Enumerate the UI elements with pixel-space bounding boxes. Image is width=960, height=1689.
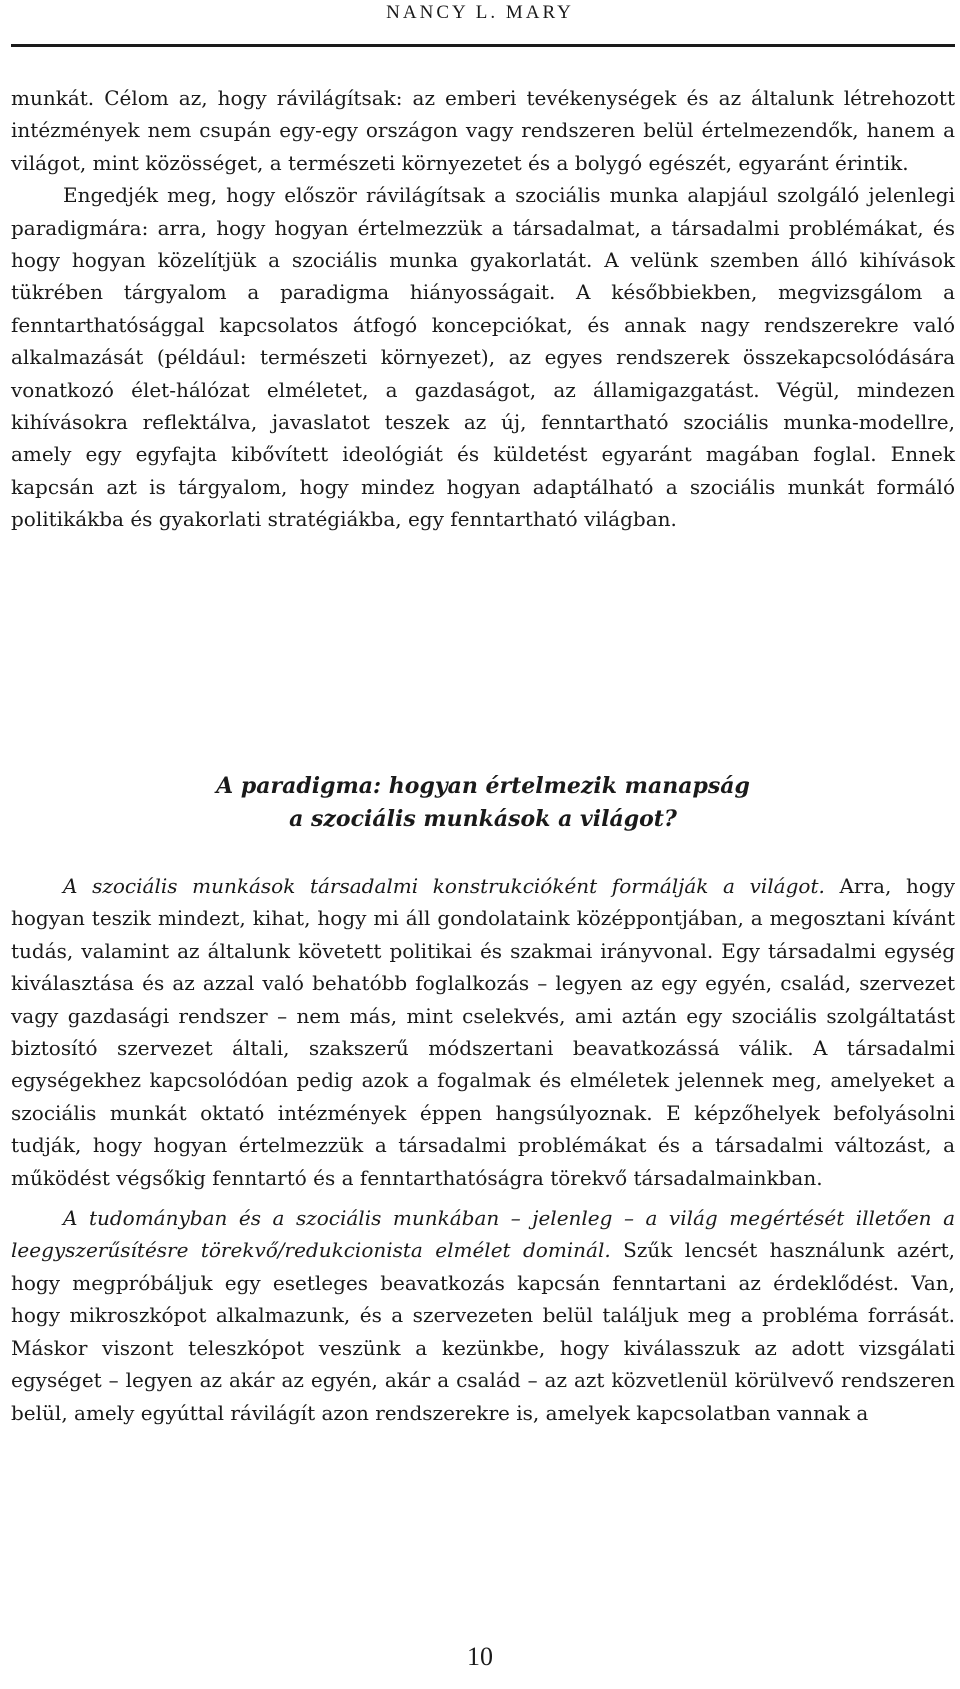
running-head: NANCY L. MARY <box>386 2 574 23</box>
paragraph-social-construction-body: Arra, hogy hogyan teszik mindezt, kihat, hogy mi áll gondolataink középpontjában, a megosztani kívánt tudás, valamint az általunk követett politikai és szakmai irányvonal. Egy társadalmi egység kiválasztása és az azzal való behatóbb foglalkozás – legyen az egy egyén, család, szervezet vagy gazdasági rendszer – nem más, mint cselekvés, ami aztán egy szociális szolgáltatást biztosító szervezet általi, szakszerű módszertani beavatkozássá válik. A társadalmi egységekhez kapcsolódóan pedig azok a fogalmak és elméletek jelennek meg, amelyeket a szociális munkát oktató intézmények éppen hangsúlyoznak. E képzőhelyek befolyásolni tudják, hogy hogyan értelmezzük a társadalmi problémákat és a társadalmi változást, a működést végsőkig fenntartó és a fenntarthatóságra törekvő társadalmainkban. <box>11 874 955 1190</box>
section-heading-line-1: A paradigma: hogyan értelmezik manapság <box>216 773 750 799</box>
intro-text <box>11 82 955 536</box>
paragraph-continuation: munkát. Célom az, hogy rávilágítsak: az emberi tevékenységek és az általunk létrehozott intézmények nem csupán egy-egy országon vagy rendszeren belül értelmezendők, hanem a világot, mint közösséget, a természeti környezetet és a bolygó egészét, egyaránt érintik. <box>11 86 955 175</box>
paragraph-social-construction <box>11 870 955 1194</box>
paragraph-paradigm-intro: Engedjék meg, hogy először rávilágítsak a szociális munka alapjául szolgáló jelenlegi paradigmára: arra, hogy hogyan értelmezzük a társadalmat, a társadalmi problémákat, és hogy hogyan közelítjük a szociális munka gyakorlatát. A velünk szemben álló kihívások tükrében tárgyalom a paradigma hiányosságait. A későbbiekben, megvizsgálom a fenntarthatósággal kapcsolatos átfogó koncepciókat, és annak nagy rendszerekre való alkalmazását (például: természeti környezet), az egyes rendszerek összekapcsolódására vonatkozó élet-hálózat elméletet, a gazdaságot, az államigazgatást. Végül, mindezen kihívásokra reflektálva, javaslatot teszek az új, fenntartható szociális munka-modellre, amely egy egyfajta kibővített ideológiát és küldetést egyaránt magában foglal. Ennek kapcsán azt is tárgyalom, hogy mindez hogyan adaptálható a szociális munkát formáló politikákba és gyakorlati stratégiákba, egy fenntartható világban. <box>11 183 955 532</box>
section-text <box>11 870 955 1429</box>
paragraph-reductionist-body: Szűk lencsét használunk azért, hogy megpróbáljuk egy esetleges beavatkozás kapcsán fenntartani az érdeklődést. Van, hogy mikroszkópot alkalmazunk, és a szervezeten belül találjuk meg a probléma forrását. Máskor viszont teleszkópot veszünk a kezünkbe, hogy kiválasszuk az adott vizsgálati egységet – legyen az akár az egyén, akár a család – az azt közvetlenül körülvevő rendszeren belül, amely egyúttal rávilágít azon rendszerekre is, amelyek kapcsolatban vannak a <box>11 1238 956 1425</box>
paragraph-reductionist <box>11 1202 955 1429</box>
emphasis-social-construction: A szociális munkások társadalmi konstrukcióként formálják a világot. <box>63 874 825 898</box>
header-rule <box>11 44 955 47</box>
page-number: 10 <box>467 1642 493 1671</box>
emphasis-reductionist: A tudományban és a szociális munkában – jelenleg – a világ megértését illetően a leegyszerűsítésre törekvő/redukcionista elmélet dominál. <box>11 1206 955 1263</box>
section-heading <box>11 770 955 836</box>
section-heading-line-2: a szociális munkások a világot? <box>289 806 677 832</box>
